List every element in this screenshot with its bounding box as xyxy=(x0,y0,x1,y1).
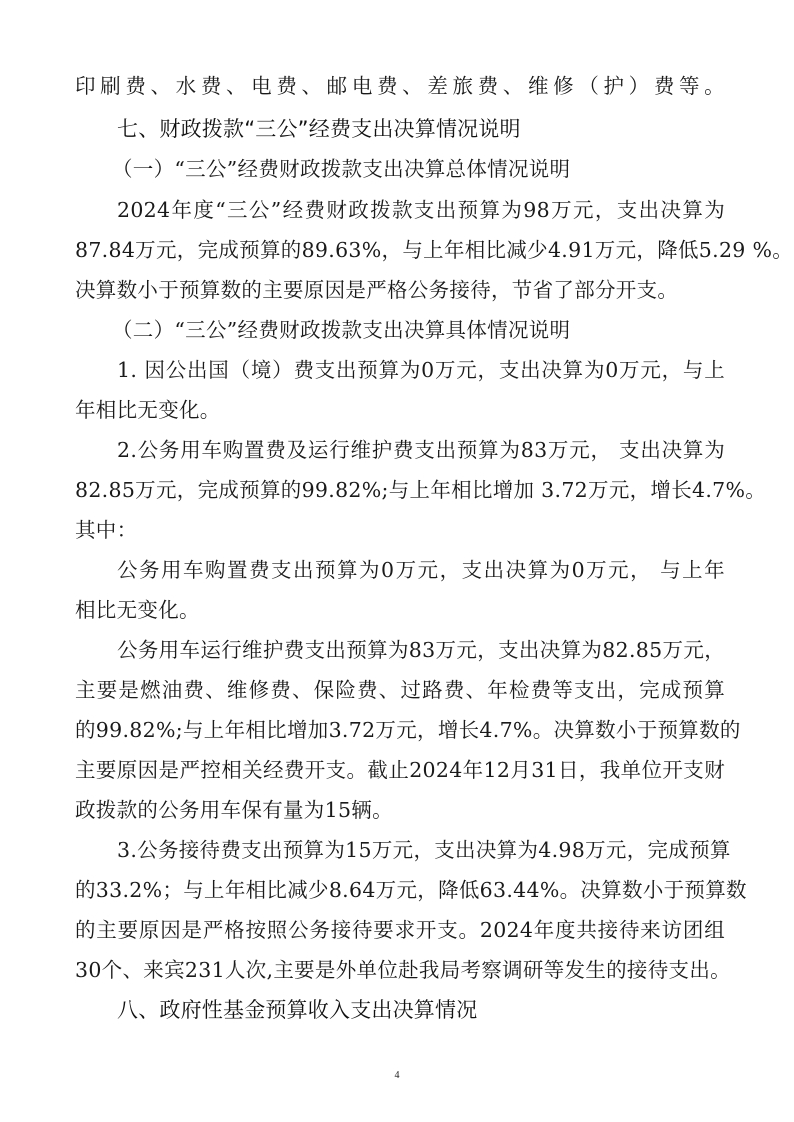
paragraph-line: 的99.82%;与上年相比增加3.72万元，增长4.7%。决算数小于预算数的 xyxy=(75,718,741,742)
paragraph-line: 1. 因公出国（境）费支出预算为0万元，支出决算为0万元，与上 xyxy=(117,358,725,382)
paragraph-line: 公务用车购置费支出预算为0万元，支出决算为0万元， 与上年 xyxy=(117,558,725,582)
paragraph-line: 年相比无变化。 xyxy=(75,398,221,422)
paragraph-line: 2024年度“三公”经费财政拨款支出预算为98万元，支出决算为 xyxy=(117,198,725,222)
subsection-heading-one: （一）“三公”经费财政拨款支出决算总体情况说明 xyxy=(112,157,571,181)
paragraph-line: 的主要原因是严格按照公务接待要求开支。2024年度共接待来访团组 xyxy=(75,918,725,942)
paragraph-line: 2.公务用车购置费及运行维护费支出预算为83万元， 支出决算为 xyxy=(117,438,725,462)
section-heading-eight: 八、政府性基金预算收入支出决算情况 xyxy=(117,998,478,1022)
paragraph-line: 其中： xyxy=(75,518,138,542)
paragraph-line: 相比无变化。 xyxy=(75,598,200,622)
paragraph-line: 主要是燃油费、维修费、保险费、过路费、年检费等支出，完成预算 xyxy=(75,678,725,702)
paragraph-line: 主要原因是严控相关经费开支。截止2024年12月31日，我单位开支财 xyxy=(75,758,725,782)
paragraph-line: 30个、来宾231人次,主要是外单位赴我局考察调研等发生的接待支出。 xyxy=(75,958,731,982)
paragraph-line: 3.公务接待费支出预算为15万元，支出决算为4.98万元，完成预算 xyxy=(117,838,731,862)
paragraph-line: 87.84万元，完成预算的89.63%，与上年相比减少4.91万元，降低5.29 %。 xyxy=(75,238,794,262)
page-number: 4 xyxy=(394,1070,400,1081)
paragraph-line: 政拨款的公务用车保有量为15辆。 xyxy=(75,798,393,822)
paragraph-line-expense-items: 印刷费、水费、电费、邮电费、差旅费、维修（护）费等。 xyxy=(75,74,725,98)
paragraph-line: 的33.2%；与上年相比减少8.64万元，降低63.44%。决算数小于预算数 xyxy=(75,878,747,902)
paragraph-line: 82.85万元，完成预算的99.82%;与上年相比增加 3.72万元，增长4.7%。 xyxy=(75,478,767,502)
subsection-heading-two: （二）“三公”经费财政拨款支出决算具体情况说明 xyxy=(112,318,571,342)
paragraph-line: 公务用车运行维护费支出预算为83万元，支出决算为82.85万元， xyxy=(117,638,725,662)
section-heading-seven: 七、财政拨款“三公”经费支出决算情况说明 xyxy=(117,117,521,141)
paragraph-line: 决算数小于预算数的主要原因是严格公务接待，节省了部分开支。 xyxy=(75,278,679,302)
